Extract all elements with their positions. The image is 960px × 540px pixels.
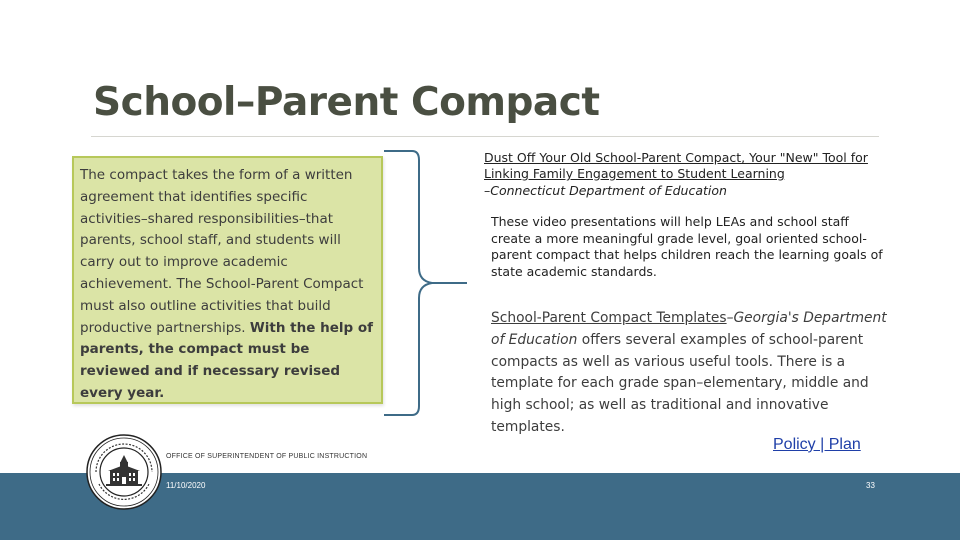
footer-date: 11/10/2020: [166, 481, 206, 490]
resource-link-compact-templates[interactable]: School-Parent Compact Templates: [491, 310, 727, 326]
slide-number: 33: [866, 481, 875, 490]
resource-link-dust-off-compact[interactable]: Dust Off Your Old School-Parent Compact, Your "New" Tool for Linking Family Engagement to Student Learning: [484, 150, 868, 181]
callout-bold-text: With the help of parents, the compact must be reviewed and if necessary revised every year.: [80, 319, 373, 401]
resource-templates-paragraph: [491, 308, 899, 439]
policy-plan-link[interactable]: Policy | Plan: [773, 436, 861, 453]
callout-text: [80, 165, 375, 405]
resource-source-connecticut: –Connecticut Department of Education: [484, 183, 727, 198]
office-name: OFFICE OF SUPERINTENDENT OF PUBLIC INSTRUCTION: [166, 453, 368, 460]
compact-callout-box: [72, 156, 383, 404]
connector-brace: [382, 148, 472, 423]
title-divider: [91, 136, 879, 137]
ospi-seal-icon: [86, 434, 162, 510]
slide-title: School–Parent Compact: [93, 80, 600, 125]
resource-source-georgia: –Georgia's Department of Education: [491, 310, 887, 348]
callout-body: The compact takes the form of a written agreement that identifies specific activities–shared responsibilities–that parents, school staff, and students will carry out to improve academic achievement. The School-Parent Compact must also outline activities that build productive partnerships.: [80, 167, 364, 336]
resource-description-templates: offers several examples of school-parent compacts as well as various useful tools. There is a template for each grade span–elementary, middle and high school; as well as traditional and innovative templates.: [491, 331, 869, 435]
resource-description-video: These video presentations will help LEAs and school staff create a more meaningful grade level, goal oriented school-parent compact that helps children reach the learning goals of state academic standards.: [491, 214, 883, 279]
